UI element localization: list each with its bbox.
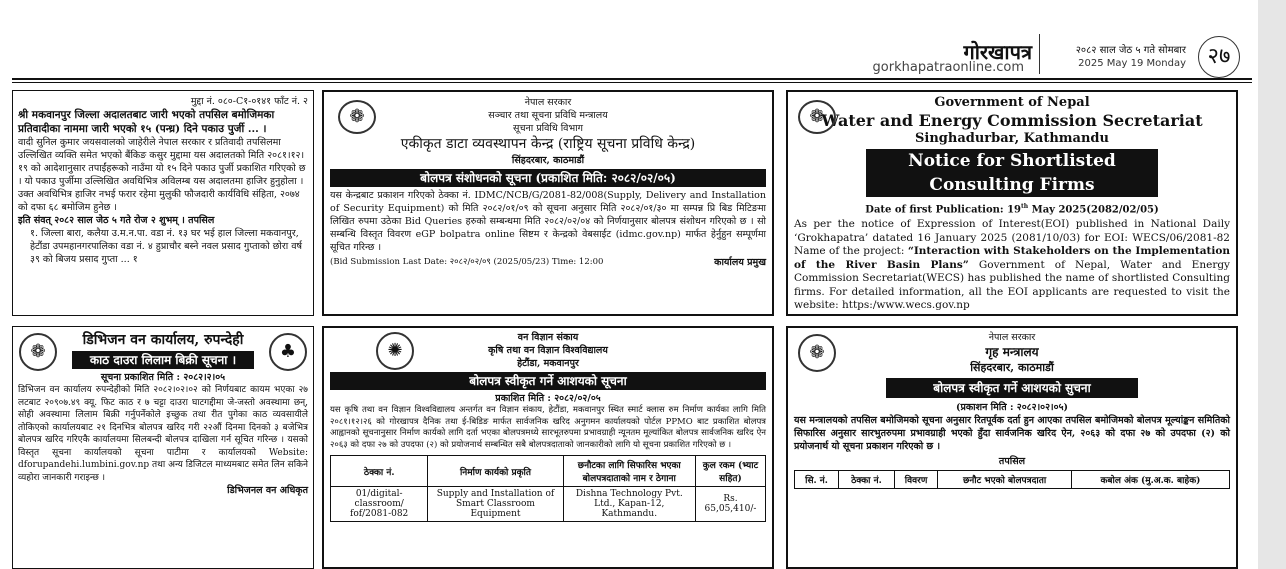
- page-number: २७: [1198, 36, 1240, 78]
- home-banner: बोलपत्र स्वीकृत गर्ने आशयको सुचना: [886, 378, 1138, 398]
- newspaper-title: गोरखापत्र: [963, 40, 1032, 64]
- date-nepali: २०८२ साल जेठ ५ गते सोमबार: [1075, 45, 1186, 56]
- idmc-gov: नेपाल सरकार: [524, 97, 572, 108]
- wecs-notice: [786, 90, 1238, 316]
- forest-date: सूचना प्रकाशित मिति : २०८२।२।०५: [100, 372, 226, 383]
- table-header: छनौटका लागि सिफारिस भएका बोलपत्रदाताको नाम र ठेगाना: [563, 456, 695, 487]
- wecs-org: Water and Energy Commission Secretariat: [821, 111, 1203, 130]
- idmc-deadline: (Bid Submission Last Date: २०८२/०२/०९ (2025/05/23) Time: 12:00: [330, 257, 604, 267]
- forest-logo-icon: ♣: [269, 333, 307, 371]
- fsc-notice: [322, 326, 774, 569]
- wecs-body: As per the notice of Expression of Interest(EOI) published in National Daily ‘Grokhapatra’ datated 16 January 2025 (2081/10/03) for EOI: WECS/06/2081-82 Name of the project: “Interaction with Stakeholders on the Implementation of the River Basin Plans” Government of Nepal, Water and Energy Commission Secretariat(WECS) has published the name of shortlisted Consulting firms. For detailed information, all the EOI applicants are requested to visit the website: https:/www.wecs.gov.np: [794, 218, 1230, 312]
- home-date: (प्रकाशन मिति : २०८२।०२।०५): [955, 402, 1069, 413]
- fsc-location: हेटौंडा, मकवानपुर: [517, 358, 579, 369]
- nepal-emblem-icon: ❁: [19, 333, 57, 371]
- idmc-banner: बोलपत्र संशोधनको सूचना (प्रकाशित मिति: २०८२/०२/०५): [330, 169, 766, 187]
- table-cell: Supply and Installation of Smart Classroom Equipment: [428, 487, 563, 522]
- table-header: ठेक्का नं.: [839, 471, 895, 489]
- court-heading: श्री मकवानपुर जिल्ला अदालतबाट जारी भएको तपसिल बमोजिमका प्रतिवादीका नाममा जारी भएको १५ (पन्ध्र) दिने पकाउ पुर्जी ... ।: [18, 109, 275, 135]
- table-header: छनौट भएको बोलपत्रदाता: [938, 471, 1071, 489]
- fsc-faculty: वन विज्ञान संकाय: [517, 332, 579, 343]
- court-date-line: इति संवत् २०८२ साल जेठ ५ गते रोज २ शुभम् । तपसिल: [18, 215, 215, 226]
- forest-notice: [12, 326, 314, 569]
- table-header: विवरण: [894, 471, 938, 489]
- date-english: 2025 May 19 Monday: [1078, 58, 1186, 69]
- fsc-university: कृषि तथा वन विज्ञान विश्वविद्यालय: [488, 345, 608, 356]
- masthead: [12, 0, 1252, 78]
- home-ministry-notice: [786, 326, 1238, 569]
- table-cell: Rs. 65,05,410/-: [695, 487, 765, 522]
- scrollbar[interactable]: [1258, 0, 1286, 569]
- idmc-ministry: सञ्चार तथा सूचना प्रविधि मन्त्रालय: [488, 110, 608, 121]
- table-header: कुल रकम (भ्याट सहित): [695, 456, 765, 487]
- nepal-emblem-icon: ❁: [798, 100, 836, 134]
- masthead-rule: [12, 78, 1252, 80]
- university-logo-icon: ✺: [376, 332, 414, 370]
- table-header-row: [795, 471, 1230, 489]
- forest-title: डिभिजन वन कार्यालय, रुपन्देही: [82, 332, 244, 348]
- idmc-location: सिंहदरबार, काठमाडौं: [511, 155, 585, 166]
- forest-banner: काठ दाउरा लिलाम बिक्री सूचना ।: [72, 351, 254, 369]
- wecs-gov: Government of Nepal: [934, 95, 1090, 110]
- home-body: यस मन्त्रालयको तपसिल बमोजिमको सूचना अनुसार रितपूर्वक दर्ता हुन आएका तपसिल बमोजिमको बोलपत्र मूल्यांङ्कन समितिको सिफारिस अनुसार सारभुतरुपमा प्रभावग्राही भएको हुँदा सार्वजनिक खरिद ऐन, २०६३ को दफा २७ को उपदफा (२) को प्रयोजनार्थ यो सूचना प्रकाशन गरिएको छ ।: [794, 415, 1230, 452]
- table-header-row: [331, 456, 766, 487]
- newspaper-url[interactable]: gorkhapatraonline.com: [872, 60, 1024, 75]
- idmc-dept: सूचना प्रविधि विभाग: [513, 123, 583, 134]
- forest-signatory: डिभिजनल वन अधिकृत: [227, 485, 308, 496]
- nepal-emblem-icon: ❁: [338, 100, 376, 134]
- table-header: सि. नं.: [795, 471, 839, 489]
- idmc-center: एकीकृत डाटा व्यवस्थापन केन्द्र (राष्ट्रिय सूचना प्रविधि केन्द्र): [400, 136, 696, 152]
- court-item: १. जिल्ला बारा, कलैया उ.म.न.पा. वडा नं. १३ घर भई हाल जिल्ला मकवानपुर, हेटौंडा उपमहानगरपालिका वडा नं. ४ हुप्राचौर बस्ने नवल प्रसाद गुप्ताको छोरा वर्ष ३९ को बिजय प्रसाद गुप्ता ... १: [30, 228, 303, 265]
- home-gov: नेपाल सरकार: [988, 332, 1036, 343]
- idmc-footer: [330, 256, 766, 269]
- table-header: ठेक्का नं.: [331, 456, 428, 487]
- fsc-table: [330, 455, 766, 522]
- table-header: निर्माण कार्यको प्रकृति: [428, 456, 563, 487]
- masthead-rule-thin: [12, 82, 1252, 83]
- idmc-notice: [322, 90, 774, 316]
- masthead-divider: [1039, 34, 1040, 74]
- fsc-banner: बोलपत्र स्वीकृत गर्ने आशयको सूचना: [330, 372, 766, 390]
- table-cell: Dishna Technology Pvt. Ltd., Kapan-12, Kathmandu.: [563, 487, 695, 522]
- wecs-pub-date: Date of first Publication: 19th May 2025(2082/02/05): [865, 203, 1159, 216]
- wecs-location: Singhadurbar, Kathmandu: [915, 131, 1109, 146]
- nepal-emblem-icon: ❁: [798, 334, 836, 372]
- case-number: मुद्दा नं. ०८०-C१-०१४१ फाँट नं. २: [190, 96, 308, 107]
- home-ministry: गृह मन्त्रालय: [985, 345, 1039, 359]
- home-location: सिंहदरबार, काठमाडौं: [970, 361, 1054, 374]
- idmc-signatory: कार्यालय प्रमुख: [714, 257, 766, 268]
- court-notice: [12, 90, 314, 316]
- table-cell: 01/digital-classroom/ fof/2081-082: [331, 487, 428, 522]
- table-row: [331, 487, 766, 522]
- idmc-body: यस केन्द्रबाट प्रकाशन गरिएको ठेक्का नं. IDMC/NCB/G/2081-82/008(Supply, Delivery and Installation of Security Equipment) को मिति २०८२/०१/०९ को सूचना अनुसार मिति २०८२/०१/३० मा सम्पन्न प्रि बिड मिटिङमा लिखित रुपमा उठेका Bid Queries हरुको सम्बन्धमा मिति २०८२/०२/०४ को निर्णयानुसार बोलपत्र संशोधन गरिएको छ । सो सम्बन्धि विस्तृत विवरण eGP bolpatra online सिष्टम र केन्द्रको वेबसाईट (idmc.gov.np) मार्फत हेर्नुहुन सम्पूर्णमा सूचित गरिन्छ ।: [330, 190, 766, 253]
- fsc-body: यस कृषि तथा वन विज्ञान विश्वविद्यालय अन्तर्गत वन विज्ञान संकाय, हेटौंडा, मकवानपुर स्थित स्मार्ट क्लास रुम निर्माण कार्यका लागि मिति २०८१।१२।२६ को गोरखापत्र दैनिक तथा ई-बिडिङ मार्फत सार्वजनिक खरिद अनुगमन कार्यालयको पोर्टल PPMO बाट प्रकाशित बोलपत्र आह्वानको सूचनानुसार निर्माण कार्यको लागि दर्ता भएका बोलपत्रमध्ये सारभूतरुपमा प्रभावग्राही न्यूनतम मूल्यांकित बोलपत्र सार्वजनिक खरिद ऐन २०६३ को दफा २७ को उपदफा (२) को प्रयोजनार्थ सम्बन्धित सबै बोलपत्रदाताको जानकारीको लागि यो सूचना प्रकाशित गरिएको छ ।: [330, 405, 766, 450]
- home-tapsil: तपसिल: [998, 456, 1026, 467]
- wecs-banner: Notice for Shortlisted Consulting Firms: [866, 149, 1158, 197]
- home-table: [794, 470, 1230, 489]
- forest-body: डिभिजन वन कार्यालय रुपन्देहीको मिति २०८२।०२।०२ को निर्णयबाट कायम भएका २७ लटबाट २०९०७.४९ क्यू. फिट काठ र ७ चट्टा दाउरा घाटगद्दीमा जे-जस्तो अवस्थामा छन्, सोही अवस्थामा लिलाम बिक्री गर्नुपर्नेकोले इच्छुक तथा रीत पुगेका काठ व्यवसायीले तोकिएको कार्यालयबाट २१ दिनभित्र बोलपत्र खरिद गरी २२औं दिनमा दिनको ३ बजेभित्र बोलपत्र खरिद गरिएकै कार्यालयमा सिलबन्दी बोलपत्र दाखिला गर्न सूचित गरिन्छ । यसको विस्तृत सूचना कार्यालयको सूचना पाटीमा र कार्यालयको Website: dforupandehi.lumbini.gov.np तथा अन्य डिजिटल माध्यमबाट समेत लिन सकिने व्यहोरा जानकारी गराइन्छ ।: [18, 385, 308, 483]
- table-header: कबोल अंक (मु.अ.क. बाहेक): [1071, 471, 1229, 489]
- fsc-date: प्रकाशित मिति : २०८२/०२/०५: [495, 393, 601, 404]
- court-body: वादी सुनिल कुमार जयसवालको जाहेरीले नेपाल सरकार र प्रतिवादी तपसिलमा उल्लिखित व्यक्ति समेत भएको बैंकिङ कसुर मुद्दामा यस अदालतको मिति २०८१।१२।१९ को आदेशानुसार तपाईंहरूको नाउँमा यो १५ दिने पकाउ पुर्जी प्रकाशित गरिएको छ । यो पकाउ पुर्जीमा उल्लिखित अवधिभित्र अविलम्ब यस अदालतमा हाजिर हुनुहोला । उक्त अवधिभित्र हाजिर नभई फरार रहेमा मुलुकी फौजदारी कार्यविधि संहिता, २०७४ को दफा ६८ बमोजिम हुनेछ ।: [18, 137, 306, 213]
